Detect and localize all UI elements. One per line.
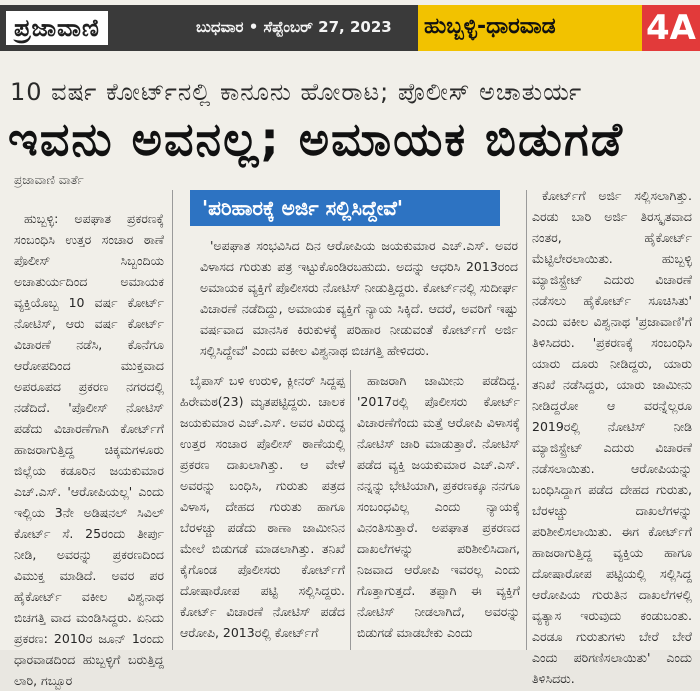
column-3-text: ಹಾಜರಾಗಿ ಜಾಮೀನು ಪಡೆದಿದ್ದ. '2017ರಲ್ಲಿ ಪೊಲೀಸರು ಕೋರ್ಟ್ ವಿಚಾರಣೆಗೆಂದು ಮತ್ತೆ ಆರೋಪಿ ವಿಳಾಸಕ್ಕೆ ನೋಟಿಸ್ ಜಾರಿ ಮಾಡುತ್ತಾರೆ. ನೋಟಿಸ್ ಪಡೆದ ವ್ಯಕ್ತಿ ಜಯಕುಮಾರ ಎಚ್.ಎಸ್. ನನ್ನನ್ನು ಭೇಟಿಯಾಗಿ, ಪ್ರಕರಣಕ್ಕೂ ನನಗೂ ಸಂಬಂಧವಿಲ್ಲ ಎಂದು ನ್ಯಾಯಕ್ಕೆ ವಿನಂತಿಸುತ್ತಾರೆ. ಅಪಘಾತ ಪ್ರಕರಣದ ದಾಖಲೆಗಳನ್ನು ಪರಿಶೀಲಿಸಿದಾಗ, ನಿಜವಾದ ಆರೋಪಿ ಇವರಲ್ಲ ಎಂದು ಗೊತ್ತಾಗುತ್ತದೆ. ತಪ್ಪಾಗಿ ಈ ವ್ಯಕ್ತಿಗೆ ನೋಟಿಸ್ ನೀಡಲಾಗಿದೆ, ಅವರನ್ನು ಬಿಡುಗಡೆ ಮಾಡಬೇಕು ಎಂದು [357,373,520,640]
article-kicker: 10 ವರ್ಷ ಕೋರ್ಟ್‌ನಲ್ಲಿ ಕಾನೂನು ಹೋರಾಟ; ಪೊಲೀಸ್ ಅಚಾತುರ್ಯ [10,78,583,106]
column-2-text: ಬೈಪಾಸ್ ಬಳಿ ಉರುಳಿ, ಕ್ಲೀನರ್ ಸಿದ್ದಪ್ಪ ಹಿರೇಮಠ(23) ಮೃತಪಟ್ಟಿದ್ದರು. ಚಾಲಕ ಜಯಕುಮಾರ ಎಚ್.ಎಸ್. ಅವರ ವಿರುದ್ಧ ಉತ್ತರ ಸಂಚಾರ ಪೊಲೀಸ್ ಠಾಣೆಯಲ್ಲಿ ಪ್ರಕರಣ ದಾಖಲಾಗಿತ್ತು. ಆ ವೇಳೆ ಅವರನ್ನು ಬಂಧಿಸಿ, ಗುರುತು ಪತ್ರದ ವಿಳಾಸ, ದೇಹದ ಗುರುತು ಹಾಗೂ ಬೆರಳಚ್ಚು ಪಡೆದು ಠಾಣಾ ಜಾಮೀನಿನ ಮೇಲೆ ಬಿಡುಗಡೆ ಮಾಡಲಾಗಿತ್ತು. ತನಿಖೆ ಕೈಗೊಂಡ ಪೊಲೀಸರು ಕೋರ್ಟ್‌ಗೆ ದೋಷಾರೋಪ ಪಟ್ಟಿ ಸಲ್ಲಿಸಿದ್ದರು. ಕೋರ್ಟ್ ವಿಚಾರಣೆ ನೋಟಿಸ್ ಪಡೆದ ಆರೋಪಿ, 2013ರಲ್ಲಿ ಕೋರ್ಟ್‌ಗೆ [180,373,345,640]
column-divider [350,370,351,650]
pull-quote-body [200,235,518,365]
column-divider [526,190,527,650]
masthead-edition-band [418,5,642,51]
column-1-text: ಹುಬ್ಬಳ್ಳಿ: ಅಪಘಾತ ಪ್ರಕರಣಕ್ಕೆ ಸಂಬಂಧಿಸಿ ಉತ್ತರ ಸಂಚಾರ ಠಾಣೆ ಪೊಲೀಸ್ ಸಿಬ್ಬಂದಿಯ ಅಚಾತುರ್ಯದಿಂದ ಅಮಾಯಕ ವ್ಯಕ್ತಿಯೊಬ್ಬ 10 ವರ್ಷ ಕೋರ್ಟ್ ನೋಟಿಸ್, ಆರು ವರ್ಷ ಕೋರ್ಟ್ ವಿಚಾರಣೆ ನಡೆಸಿ, ಕೊನೆಗೂ ಆರೋಪದಿಂದ ಮುಕ್ತವಾದ ಅಪರೂಪದ ಪ್ರಕರಣ ನಗರದಲ್ಲಿ ನಡೆದಿದೆ. 'ಪೊಲೀಸ್ ನೋಟಿಸ್ ಪಡೆದು ವಿಚಾರಣೆಗಾಗಿ ಕೋರ್ಟ್‌ಗೆ ಹಾಜರಾಗುತ್ತಿದ್ದ ಚಿಕ್ಕಮಗಳೂರು ಜಿಲ್ಲೆಯ ಕಡೂರಿನ ಜಯಕುಮಾರ ಎಚ್.ಎಸ್. 'ಆರೋಪಿಯಲ್ಲ' ಎಂದು ಇಲ್ಲಿಯ 3ನೇ ಅಡಿಷನಲ್ ಸಿವಿಲ್ ಕೋರ್ಟ್ ಸೆ. 25ರಂದು ತೀರ್ಪು ನೀಡಿ, ಅವರನ್ನು ಪ್ರಕರಣದಿಂದ ವಿಮುಕ್ತ ಮಾಡಿದೆ. ಅವರ ಪರ ಹೈಕೋರ್ಟ್ ವಕೀಲ ವಿಶ್ವನಾಥ ಬಿಚಗತ್ತಿ ವಾದ ಮಂಡಿಸಿದ್ದರು. ಏನಿದು ಪ್ರಕರಣ: 2010ರ ಜೂನ್ 1ರಂದು ಧಾರವಾಡದಿಂದ ಹುಬ್ಬಳ್ಳಿಗೆ ಬರುತ್ತಿದ್ದ ಲಾರಿ, ಗಬ್ಬೂರ [14,211,164,688]
article-column-3 [357,370,520,650]
page-number: 4A [642,5,700,51]
masthead [0,5,700,51]
pull-quote-heading: 'ಪರಿಹಾರಕ್ಕೆ ಅರ್ಜಿ ಸಲ್ಲಿಸಿದ್ದೇವೆ' [190,190,500,226]
masthead-left-band [0,5,418,51]
issue-date: ಬುಧವಾರ • ಸೆಪ್ಟೆಂಬರ್ 27, 2023 [196,18,392,36]
article-headline: ಇವನು ಅವನಲ್ಲ; ಅಮಾಯಕ ಬಿಡುಗಡೆ [8,112,624,166]
article-byline: ಪ್ರಜಾವಾಣಿ ವಾರ್ತೆ [14,173,84,187]
article-column-2 [180,370,345,650]
column-divider [172,190,173,650]
column-4-text: ಕೋರ್ಟ್‌ಗೆ ಅರ್ಜಿ ಸಲ್ಲಿಸಲಾಗಿತ್ತು. ಎರಡು ಬಾರಿ ಅರ್ಜಿ ತಿರಸ್ಕೃತವಾದ ನಂತರ, ಹೈಕೋರ್ಟ್ ಮೆಟ್ಟಿಲೇರಲಾಯಿತು. ಹುಬ್ಬಳ್ಳಿ ಮ್ಯಾಜಿಸ್ಟ್ರೇಟ್ ಎದುರು ವಿಚಾರಣೆ ನಡೆಸಲು ಹೈಕೋರ್ಟ್ ಸೂಚಿಸಿತು' ಎಂದು ವಕೀಲ ವಿಶ್ವನಾಥ 'ಪ್ರಜಾವಾಣಿ'ಗೆ ತಿಳಿಸಿದರು. 'ಪ್ರಕರಣಕ್ಕೆ ಸಂಬಂಧಿಸಿ ಯಾರು ದೂರು ನೀಡಿದ್ದರು, ಯಾರು ತನಿಖೆ ನಡೆಸಿದ್ದರು, ಯಾರು ಜಾಮೀನು ನೀಡಿದ್ದರೋ ಆ ವರನ್ನೆಲ್ಲರೂ 2019ರಲ್ಲಿ ನೋಟಿಸ್ ನೀಡಿ ಮ್ಯಾಜಿಸ್ಟ್ರೇಟ್ ಎದುರು ವಿಚಾರಣೆ ನಡೆಸಲಾಯಿತು. ಆರೋಪಿಯನ್ನು ಬಂಧಿಸಿದ್ದಾಗ ಪಡೆದ ದೇಹದ ಗುರುತು, ಬೆರಳಚ್ಚು ದಾಖಲೆಗಳನ್ನು ಪರಿಶೀಲಿಸಲಾಯಿತು. ಈಗ ಕೋರ್ಟ್‌ಗೆ ಹಾಜರಾಗುತ್ತಿದ್ದ ವ್ಯಕ್ತಿಯ ಹಾಗೂ ದೋಷಾರೋಪ ಪಟ್ಟಿಯಲ್ಲಿ ಸಲ್ಲಿಸಿದ್ದ ಆರೋಪಿಯ ಗುರುತಿನ ದಾಖಲೆಗಳಲ್ಲಿ ವ್ಯತ್ಯಾಸ ಇರುವುದು ಕಂಡುಬಂತು. ಎರಡೂ ಗುರುತುಗಳು ಬೇರೆ ಬೇರೆ ಎಂದು ಪರಿಗಣಿಸಲಾಯಿತು' ಎಂದು ತಿಳಿಸಿದರು. [532,188,692,686]
article-column-4 [532,185,692,686]
newspaper-logo: ಪ್ರಜಾವಾಣಿ [6,11,108,45]
article-column-1 [14,208,164,688]
edition-name: ಹುಬ್ಬಳ್ಳಿ-ಧಾರವಾಡ [424,14,556,39]
pull-quote-text: 'ಅಪಘಾತ ಸಂಭವಿಸಿದ ದಿನ ಆರೋಪಿಯ ಜಯಕುಮಾರ ಎಚ್.ಎಸ್. ಅವರ ವಿಳಾಸದ ಗುರುತು ಪತ್ರ ಇಟ್ಟುಕೊಂಡಿರಬಹುದು. ಅದನ್ನು ಆಧರಿಸಿ 2013ರಂದ ಅಮಾಯಕ ವ್ಯಕ್ತಿಗೆ ಪೊಲೀಸರು ನೋಟಿಸ್ ನೀಡುತ್ತಿದ್ದರು. ಕೋರ್ಟ್‌ನಲ್ಲಿ ಸುದೀರ್ಘ ವಿಚಾರಣೆ ನಡೆದಿದ್ದು, ಅಮಾಯಕ ವ್ಯಕ್ತಿಗೆ ನ್ಯಾಯ ಸಿಕ್ಕಿದೆ. ಆದರೆ, ಅವರಿಗೆ ಇಷ್ಟು ವರ್ಷವಾದ ಮಾನಸಿಕ ಕಿರುಕುಳಕ್ಕೆ ಪರಿಹಾರ ನೀಡುವಂತೆ ಕೋರ್ಟ್‌ಗೆ ಅರ್ಜಿ ಸಲ್ಲಿಸಿದ್ದೇವೆ' ಎಂದು ವಕೀಲ ವಿಶ್ವನಾಥ ಬಿಚಗತ್ತಿ ಹೇಳಿದರು. [200,238,518,358]
